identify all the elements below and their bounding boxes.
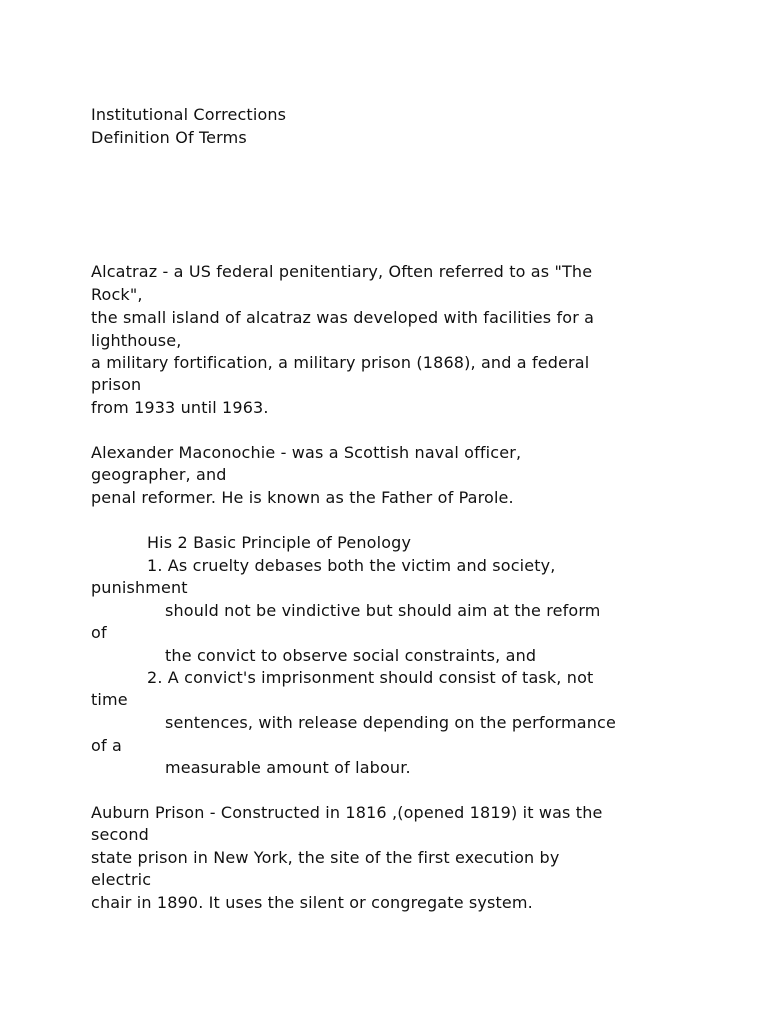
principle-line-7: time (91, 690, 128, 709)
alcatraz-line-6: prison (91, 375, 142, 394)
alcatraz-line-7: from 1933 until 1963. (91, 398, 269, 417)
principle-line-10: measurable amount of labour. (165, 758, 411, 777)
principles-heading: His 2 Basic Principle of Penology (147, 533, 412, 552)
alcatraz-line-5: a military fortification, a military prison (1868), and a federal (91, 353, 590, 372)
principle-line-5: the convict to observe social constraints, and (165, 646, 537, 665)
alcatraz-line-4: lighthouse, (91, 331, 182, 350)
alcatraz-line-2: Rock", (91, 285, 143, 304)
alcatraz-line-3: the small island of alcatraz was developed with facilities for a (91, 308, 595, 327)
document-title: Institutional Corrections (91, 105, 287, 124)
maconochie-line-2: geographer, and (91, 465, 227, 484)
alcatraz-line-1: Alcatraz - a US federal penitentiary, Often referred to as "The (91, 262, 593, 281)
maconochie-line-3: penal reformer. He is known as the Father of Parole. (91, 488, 514, 507)
auburn-line-2: second (91, 825, 149, 844)
document-subtitle: Definition Of Terms (91, 128, 247, 147)
auburn-line-5: chair in 1890. It uses the silent or congregate system. (91, 893, 533, 912)
principle-line-3: should not be vindictive but should aim at the reform (165, 601, 601, 620)
principle-line-2: punishment (91, 578, 188, 597)
principle-line-9: of a (91, 736, 122, 755)
principle-line-1: 1. As cruelty debases both the victim and society, (147, 556, 556, 575)
auburn-line-1: Auburn Prison - Constructed in 1816 ,(opened 1819) it was the (91, 803, 603, 822)
auburn-line-3: state prison in New York, the site of the first execution by (91, 848, 560, 867)
principle-line-6: 2. A convict's imprisonment should consist of task, not (147, 668, 594, 687)
principle-line-4: of (91, 623, 107, 642)
maconochie-line-1: Alexander Maconochie - was a Scottish naval officer, (91, 443, 522, 462)
principle-line-8: sentences, with release depending on the performance (165, 713, 616, 732)
auburn-line-4: electric (91, 870, 152, 889)
